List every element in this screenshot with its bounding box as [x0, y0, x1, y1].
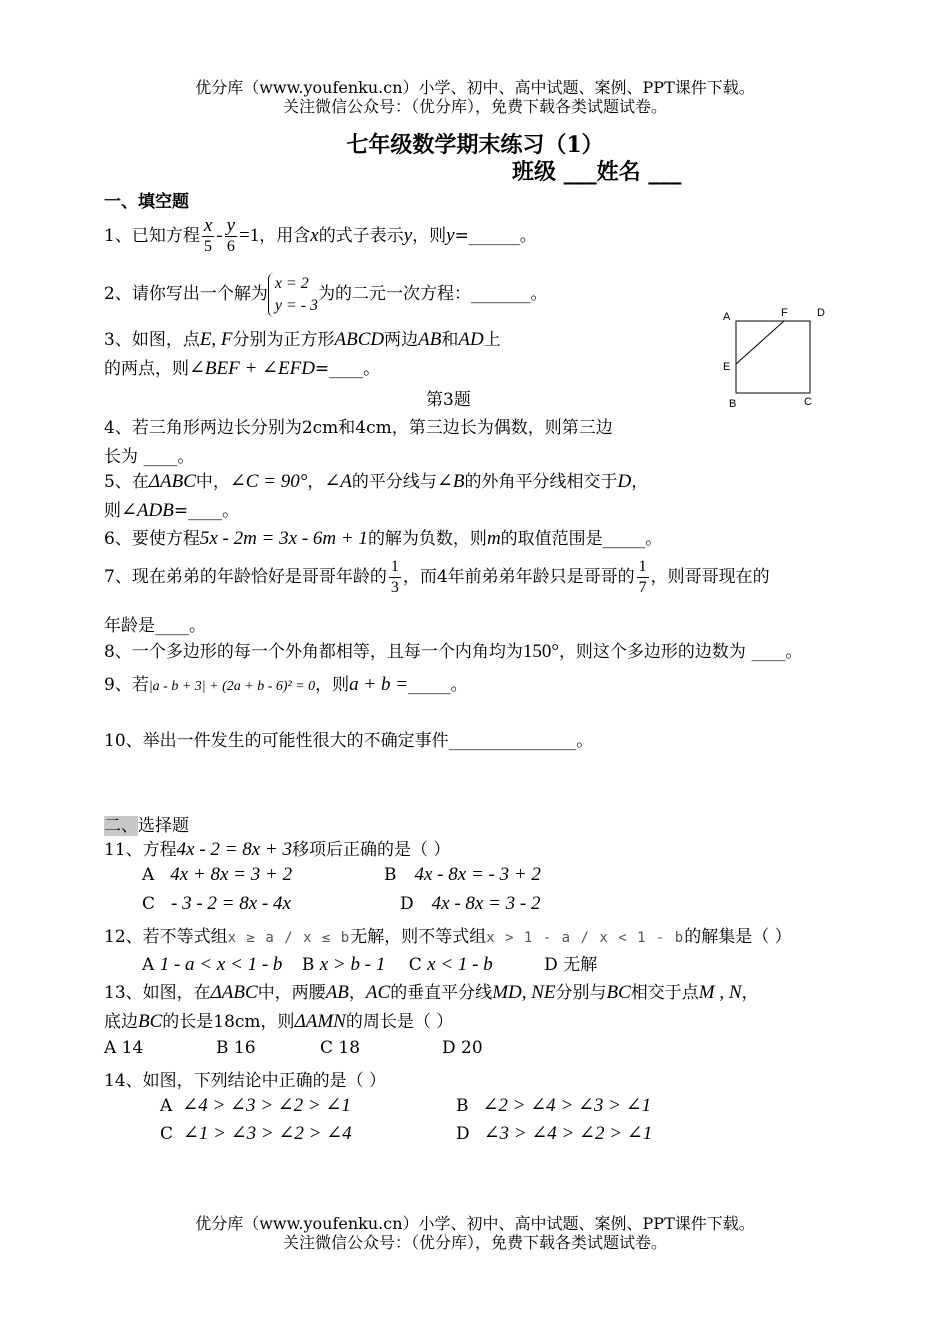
q12-option-d[interactable]: D 无解 [544, 955, 598, 975]
question-14: 14、如图，下列结论中正确的是（ ） [104, 1071, 387, 1091]
label-d: D [817, 307, 825, 319]
q14-option-b[interactable]: B ∠2 > ∠4 > ∠3 > ∠1 [456, 1095, 652, 1116]
question-6: 6、要使方程5x - 2m = 3x - 6m + 1的解为负数，则m的取值范围是_____。 [104, 528, 663, 549]
header-line-1: 优分库（www.youfenku.cn）小学、初中、高中试题、案例、PPT课件下载。 [195, 78, 755, 97]
footer-line-1: 优分库（www.youfenku.cn）小学、初中、高中试题、案例、PPT课件下载。 [195, 1214, 755, 1233]
question-2: 2、请你写出一个解为 x = 2 y = - 3 为的二元一次方程：_______。 [104, 270, 548, 318]
q11-option-a[interactable]: A 4x + 8x = 3 + 2 [142, 864, 293, 885]
q14-option-a[interactable]: A ∠4 > ∠3 > ∠2 > ∠1 [160, 1095, 351, 1116]
question-10: 10、举出一件发生的可能性很大的不确定事件_______________。 [104, 731, 594, 751]
q13-option-c[interactable]: C 18 [320, 1038, 361, 1058]
label-b: B [729, 398, 737, 410]
page-title: 七年级数学期末练习（1） [346, 132, 604, 158]
question-8: 8、一个多边形的每一个外角都相等，且每一个内角均为150°，则这个多边形的边数为 ____。 [104, 641, 803, 662]
question-5-line-2: 则∠ADB=____。 [104, 500, 240, 521]
figure-3-caption: 第3题 [426, 390, 471, 410]
question-7-line-2: 年龄是____。 [104, 616, 206, 636]
segment-ef [736, 321, 784, 364]
section-fill-blank: 一、填空题 [104, 192, 189, 212]
question-3-line-2: 的两点，则∠BEF + ∠EFD=____。 [104, 358, 381, 379]
q11-option-d[interactable]: D 4x - 8x = 3 - 2 [400, 893, 541, 914]
q12-option-a[interactable]: A 1 - a < x < 1 - b [142, 954, 283, 975]
question-7-line-1: 7、现在弟弟的年龄恰好是哥哥年龄的 $\frac{1}{3}$ ，而4年前弟弟年龄只是哥哥的 $\frac{1}{7}$ ，则哥哥现在的 [104, 558, 770, 596]
q13-option-b[interactable]: B 16 [216, 1038, 256, 1058]
question-9: 9、若|a - b + 3| + (2a + b - 6)² = 0，则a + b =_____。 [104, 674, 468, 695]
class-name-line: 班级 ___姓名 ___ [512, 159, 682, 185]
question-12: 12、若不等式组x ≥ a / x ≤ b无解，则不等式组x > 1 - a / x < 1 - b的解集是（ ） [104, 927, 792, 947]
label-c: C [804, 396, 812, 408]
question-1: 1、已知方程 $\frac{x}{5}$ - $\frac{y}{6}$ =1，用含x的式子表示y，则y=______。 [104, 215, 537, 255]
q14-option-c[interactable]: C ∠1 > ∠3 > ∠2 > ∠4 [160, 1123, 352, 1144]
question-11: 11、方程4x - 2 = 8x + 3移项后正确的是（ ） [104, 839, 451, 860]
q11-option-c[interactable]: C - 3 - 2 = 8x - 4x [142, 893, 291, 914]
header-line-2: 关注微信公众号：（优分库），免费下载各类试题试卷。 [282, 97, 667, 116]
q12-option-c[interactable]: C x < 1 - b [408, 954, 493, 975]
q13-option-d[interactable]: D 20 [442, 1038, 483, 1058]
question-4-line-2: 长为 ____。 [104, 447, 195, 467]
q12-option-b[interactable]: B x > b - 1 [301, 954, 386, 975]
label-e: E [723, 361, 731, 373]
question-13-line-2: 底边BC的长是18cm，则ΔAMN的周长是（ ） [104, 1011, 454, 1032]
square-abcd [736, 321, 810, 393]
q11-option-b[interactable]: B 4x - 8x = - 3 + 2 [384, 864, 541, 885]
q12-options [142, 950, 597, 976]
q14-option-d[interactable]: D ∠3 > ∠4 > ∠2 > ∠1 [456, 1123, 653, 1144]
label-f: F [781, 307, 788, 319]
q13-option-a[interactable]: A 14 [104, 1038, 144, 1058]
question-3-line-1: 3、如图，点E, F分别为正方形ABCD两边AB和AD上 [104, 329, 501, 350]
question-13-line-1: 13、如图，在ΔABC中，两腰AB，AC的垂直平分线MD, NE分别与BC相交于点M , N， [104, 982, 759, 1003]
question-5-line-1: 5、在ΔABC中，∠C = 90°，∠A的平分线与∠B的外角平分线相交于D， [104, 471, 649, 492]
section-multiple-choice: 二、选择题 [104, 816, 189, 836]
square-figure [718, 302, 838, 412]
label-a: A [723, 311, 731, 323]
question-4-line-1: 4、若三角形两边长分别为2cm和4cm，第三边长为偶数，则第三边 [104, 418, 613, 438]
footer-line-2: 关注微信公众号：（优分库），免费下载各类试题试卷。 [282, 1233, 667, 1252]
